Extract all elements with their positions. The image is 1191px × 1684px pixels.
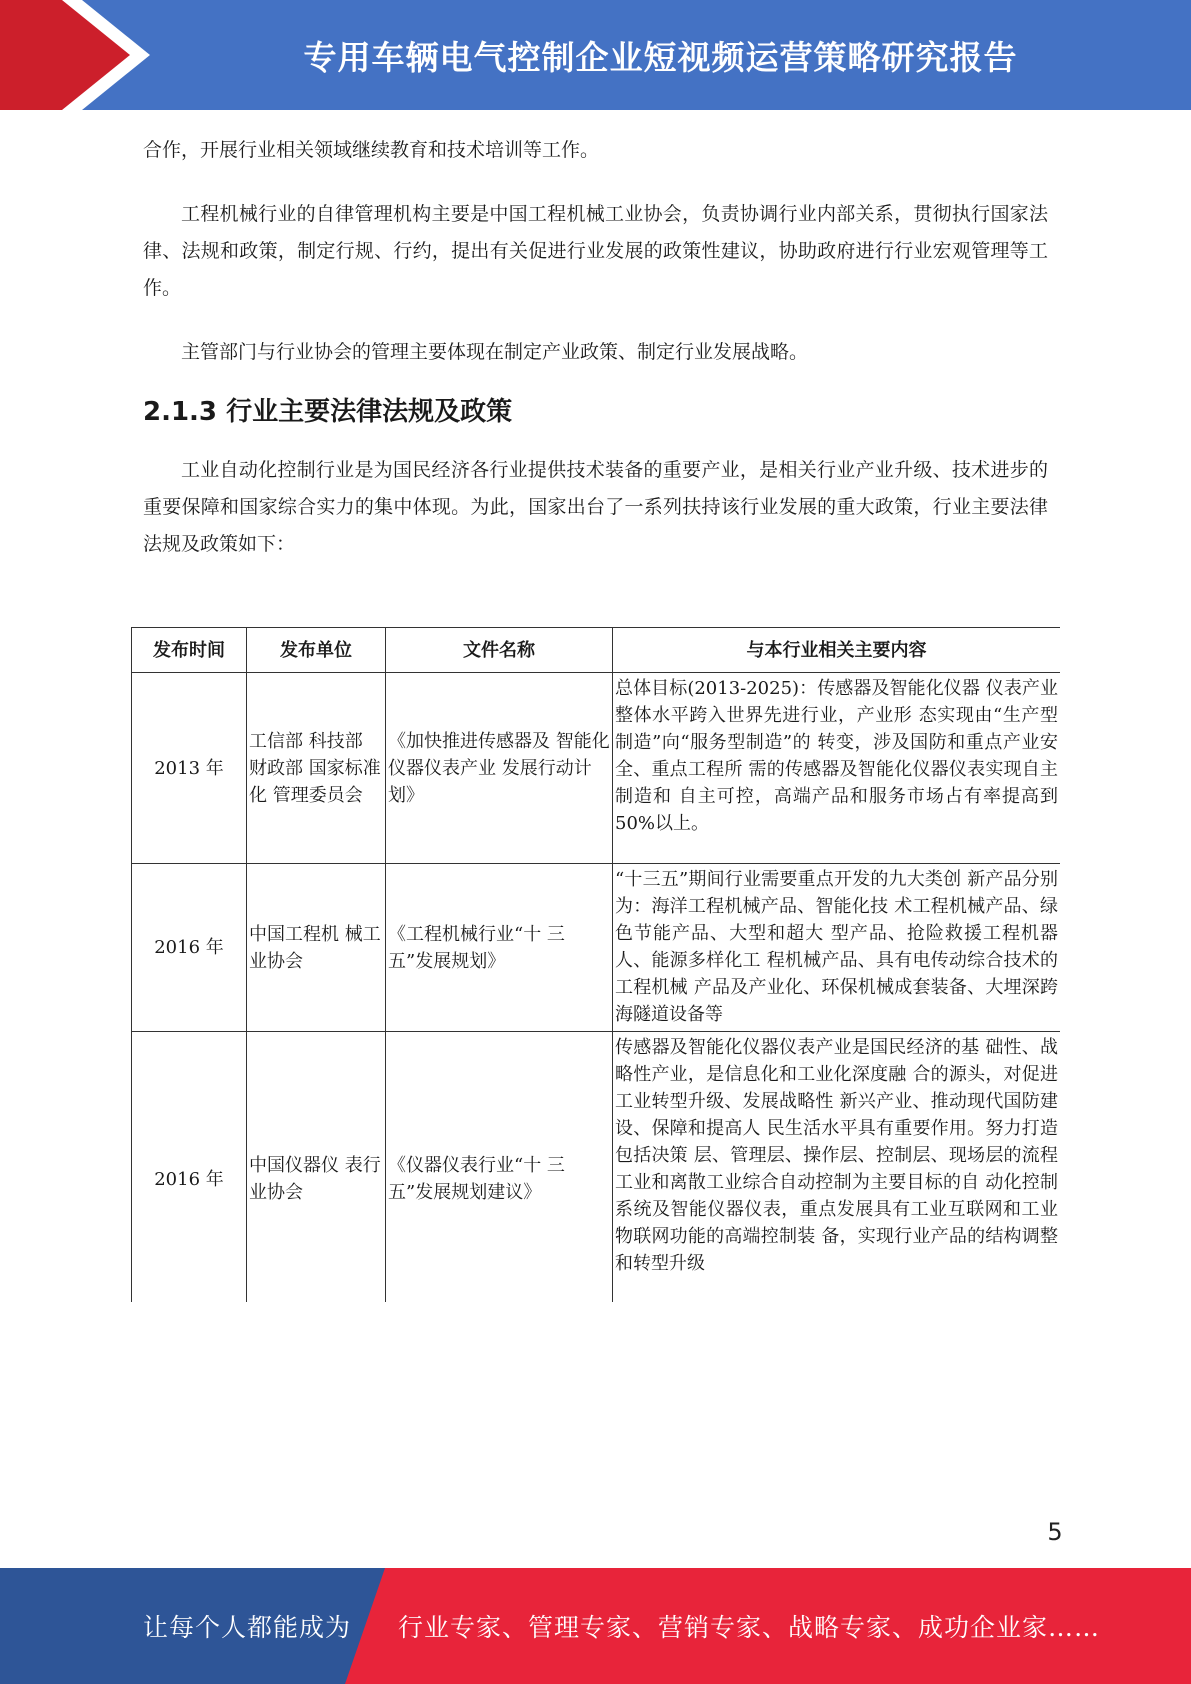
table-row	[132, 1032, 1061, 1303]
cell-content: “十三五”期间行业需要重点开发的九大类创 新产品分别为：海洋工程机械产品、智能化技 术工程机械产品、绿色节能产品、大型和超大 型产品、抢险救援工程机器人、能源多样化工 程机械产品、具有电传动综合技术的工程机械 产品及产业化、环保机械成套装备、大埋深跨海隧道设备等	[613, 864, 1061, 1032]
section-intro: 工业自动化控制行业是为国民经济各行业提供技术装备的重要产业，是相关行业产业升级、技术进步的重要保障和国家综合实力的集中体现。为此，国家出台了一系列扶持该行业发展的重大政策，行业主要法律法规及政策如下：	[143, 459, 1048, 555]
cell-document: 《工程机械行业“十 三五”发展规划》	[386, 864, 613, 1032]
table-row	[132, 673, 1061, 864]
cell-unit: 工信部 科技部 财政部 国家标准化 管理委员会	[247, 673, 386, 864]
cell-document: 《加快推进传感器及 智能化仪器仪表产业 发展行动计划》	[386, 673, 613, 864]
paragraph-1: 合作，开展行业相关领域继续教育和技术培训等工作。	[143, 139, 600, 161]
cell-content: 总体目标(2013-2025)：传感器及智能化仪器 仪表产业整体水平跨入世界先进行业，产业形 态实现由“生产型制造”向“服务型制造”的 转变，涉及国防和重点产业安全、重点工程所 需的传感器及智能化仪器仪表实现自主制造和 自主可控，高端产品和服务市场占有率提高到 50%以上。	[613, 673, 1061, 864]
cell-year: 2013 年	[132, 673, 247, 864]
page-header	[0, 0, 1191, 110]
footer-slogan-right: 行业专家、管理专家、营销专家、战略专家、成功企业家……	[398, 1613, 1101, 1642]
header-issuer: 发布单位	[247, 628, 386, 673]
cell-content: 传感器及智能化仪器仪表产业是国民经济的基 础性、战略性产业，是信息化和工业化深度融 合的源头，对促进工业转型升级、发展战略性 新兴产业、推动现代国防建设、保障和提高人 民生活水平具有重要作用。努力打造包括决策 层、管理层、操作层、控制层、现场层的流程 工业和离散工业综合自动控制为主要目标的自 动化控制系统及智能仪器仪表，重点发展具有工业互联网和工业物联网功能的高端控制装 备，实现行业产品的结构调整和转型升级	[613, 1032, 1061, 1303]
body-text	[143, 132, 1048, 563]
cell-year: 2016 年	[132, 1032, 247, 1303]
footer-slogan-left: 让每个人都能成为	[143, 1613, 352, 1642]
section-heading: 2.1.3 行业主要法律法规及政策	[143, 397, 513, 427]
cell-document: 《仪器仪表行业“十 三五”发展规划建议》	[386, 1032, 613, 1303]
cell-year: 2016 年	[132, 864, 247, 1032]
cell-unit: 中国仪器仪 表行业协会	[247, 1032, 386, 1303]
table-row	[132, 864, 1061, 1032]
header-main-content: 与本行业相关主要内容	[613, 628, 1061, 673]
page-number: 5	[1047, 1518, 1063, 1546]
header-release-time: 发布时间	[132, 628, 247, 673]
cell-unit: 中国工程机 械工业协会	[247, 864, 386, 1032]
paragraph-3: 主管部门与行业协会的管理主要体现在制定产业政策、制定行业发展战略。	[181, 341, 809, 363]
policy-table-container	[131, 627, 1060, 1302]
header-document-name: 文件名称	[386, 628, 613, 673]
table-header-row	[132, 628, 1061, 673]
report-title: 专用车辆电气控制企业短视频运营策略研究报告	[303, 37, 1018, 77]
paragraph-2: 工程机械行业的自律管理机构主要是中国工程机械工业协会，负责协调行业内部关系，贯彻执行国家法律、法规和政策，制定行规、行约，提出有关促进行业发展的政策性建议，协助政府进行行业宏观管理等工作。	[143, 203, 1048, 299]
policy-table	[131, 627, 1060, 1302]
page-footer	[0, 1568, 1191, 1684]
